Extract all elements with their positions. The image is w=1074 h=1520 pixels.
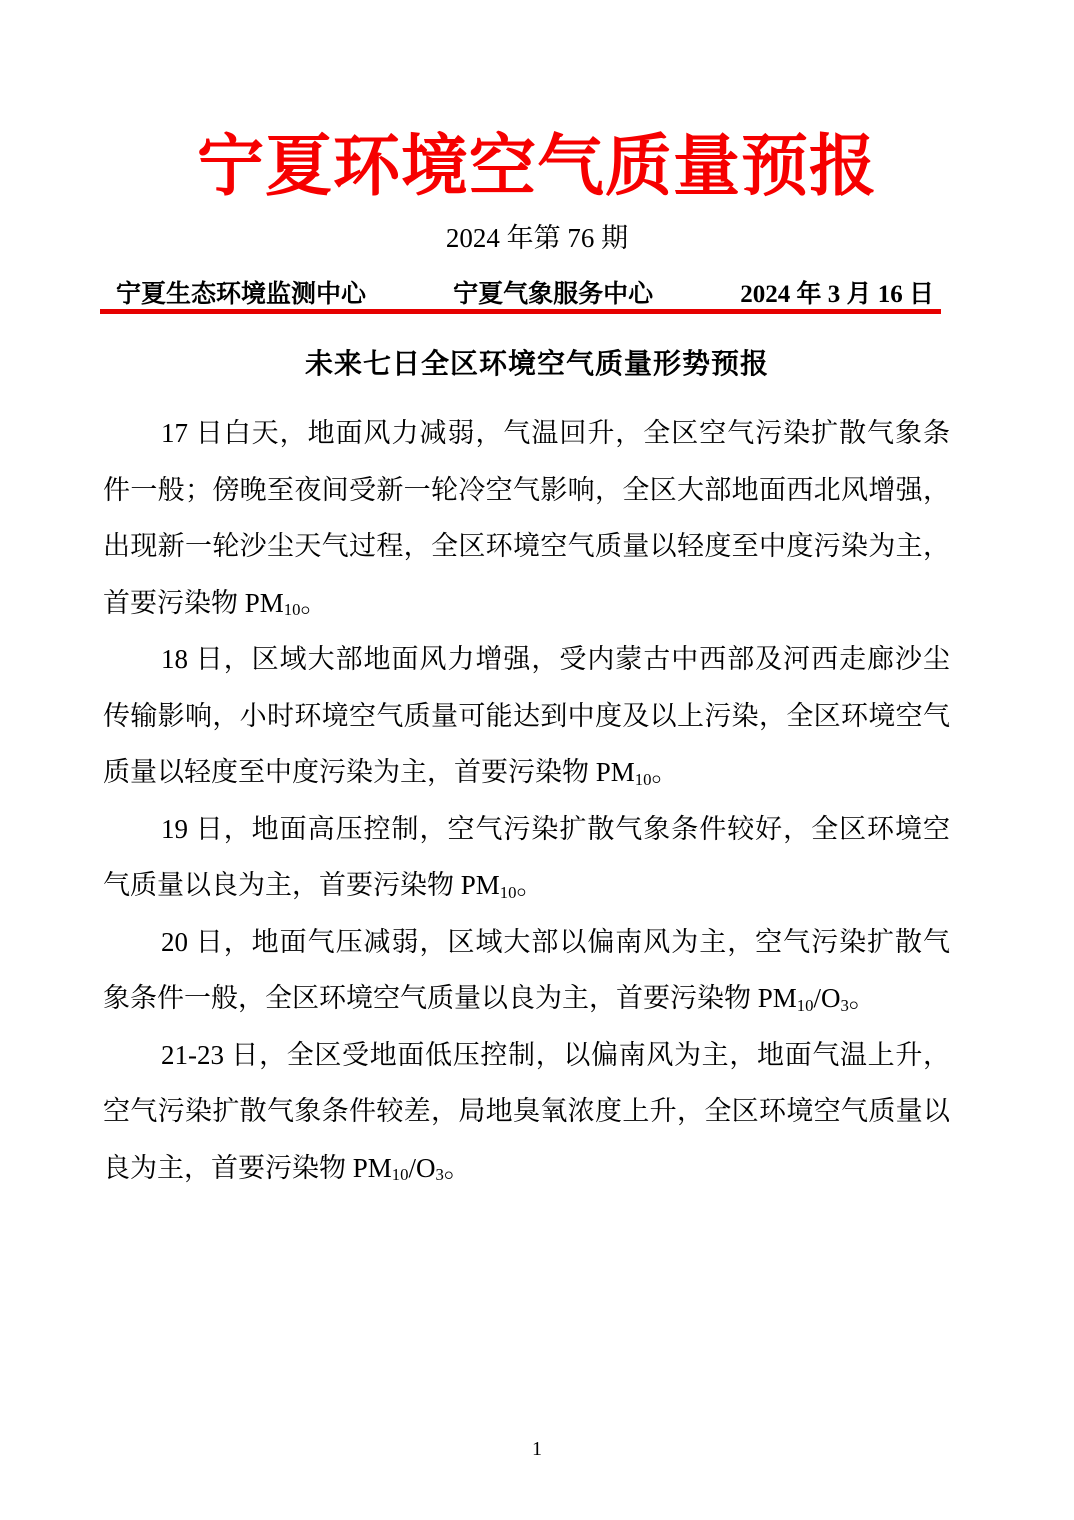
issuer-row [116,280,934,310]
document-title: 宁夏环境空气质量预报 [197,130,877,204]
red-divider-rule [100,309,941,314]
forecast-paragraph: 21-23 日，全区受地面低压控制，以偏南风为主，地面气温上升，空气污染扩散气象条件较差，局地臭氧浓度上升，全区环境空气质量以良为主，首要污染物 $PM_{10}/O_3$。 [103,1039,950,1185]
issuer-monitoring-center: 宁夏生态环境监测中心 [116,281,367,308]
issue-date: 2024 年 3 月 16 日 [740,281,934,308]
forecast-paragraph: 19 日，地面高压控制，空气污染扩散气象条件较好，全区环境空气质量以良为主，首要污染物 $PM_{10}$。 [103,813,950,902]
forecast-body [103,405,950,1196]
forecast-paragraph: 18 日，区域大部地面风力增强，受内蒙古中西部及河西走廊沙尘传输影响，小时环境空气质量可能达到中度及以上污染，全区环境空气质量以轻度至中度污染为主，首要污染物 $PM_{10}$。 [103,644,950,789]
section-heading: 未来七日全区环境空气质量形势预报 [304,349,769,380]
issue-number: 2024 年第 76 期 [445,223,629,253]
forecast-paragraph: 20 日，地面气压减弱，区域大部以偏南风为主，空气污染扩散气象条件一般，全区环境空气质量以良为主，首要污染物 $PM_{10}/O_3$。 [103,926,950,1015]
forecast-paragraph: 17 日白天，地面风力减弱，气温回升，全区空气污染扩散气象条件一般；傍晚至夜间受新一轮冷空气影响，全区大部地面西北风增强，出现新一轮沙尘天气过程，全区环境空气质量以轻度至中度污染为主，首要污染物 $PM_{10}$。 [103,418,950,620]
page-number: 1 [532,1438,542,1460]
issuer-meteorological-center: 宁夏气象服务中心 [453,281,654,308]
